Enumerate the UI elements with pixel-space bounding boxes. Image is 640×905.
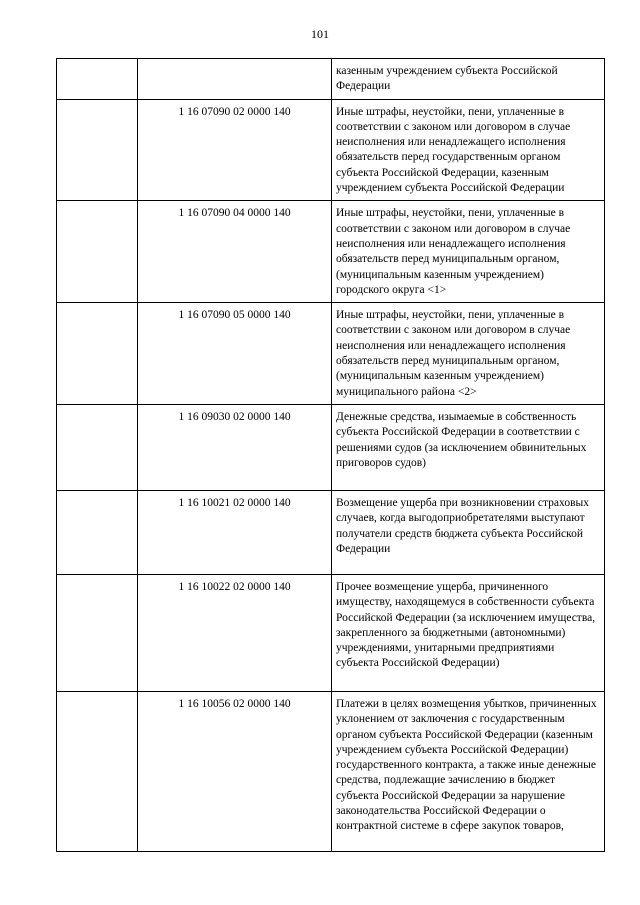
table-row <box>57 99 605 201</box>
description-cell: Возмещение ущерба при возникновении страховых случаев, когда выгодоприобретателями выступают получатели средств бюджета субъекта Российской Федерации <box>332 490 605 574</box>
kbk-code-cell: 1 16 07090 04 0000 140 <box>138 201 332 303</box>
empty-cell <box>57 490 138 574</box>
table-row <box>57 201 605 303</box>
kbk-code-cell: 1 16 10022 02 0000 140 <box>138 574 332 691</box>
table-row <box>57 691 605 851</box>
kbk-code-cell: 1 16 09030 02 0000 140 <box>138 404 332 490</box>
description-cell: Денежные средства, изымаемые в собственность субъекта Российской Федерации в соответствии с решениями судов (за исключением обвинительных приговоров судов) <box>332 404 605 490</box>
description-cell: Иные штрафы, неустойки, пени, уплаченные в соответствии с законом или договором в случае неисполнения или ненадлежащего исполнения обязательств перед муниципальным органом, (муниципальным казенным учреждением) городского округа <1> <box>332 201 605 303</box>
kbk-code-cell: 1 16 10021 02 0000 140 <box>138 490 332 574</box>
description-cell: казенным учреждением субъекта Российской Федерации <box>332 59 605 100</box>
empty-cell <box>57 99 138 201</box>
table-row <box>57 404 605 490</box>
kbk-code-cell: 1 16 10056 02 0000 140 <box>138 691 332 851</box>
empty-cell <box>57 59 138 100</box>
page-number: 101 <box>311 27 329 41</box>
empty-cell <box>57 691 138 851</box>
kbk-code-cell: 1 16 07090 05 0000 140 <box>138 303 332 405</box>
description-cell: Иные штрафы, неустойки, пени, уплаченные в соответствии с законом или договором в случае неисполнения или ненадлежащего исполнения обязательств перед муниципальным органом, (муниципальным казенным учреждением) муниципального района <2> <box>332 303 605 405</box>
description-cell: Иные штрафы, неустойки, пени, уплаченные в соответствии с законом или договором в случае неисполнения или ненадлежащего исполнения обязательств перед государственным органом субъекта Российской Федерации, казенным учреждением субъекта Российской Федерации <box>332 99 605 201</box>
budget-codes-table <box>56 58 605 852</box>
empty-cell <box>57 404 138 490</box>
description-cell: Прочее возмещение ущерба, причиненного имуществу, находящемуся в собственности субъекта Российской Федерации (за исключением имущества, закрепленного за бюджетными (автономными) учреждениями, унитарными предприятиями субъекта Российской Федерации) <box>332 574 605 691</box>
table-row <box>57 490 605 574</box>
empty-cell <box>57 574 138 691</box>
empty-cell <box>57 303 138 405</box>
description-cell: Платежи в целях возмещения убытков, причиненных уклонением от заключения с государственным органом субъекта Российской Федерации (казенным учреждением субъекта Российской Федерации) государственного контракта, а также иные денежные средства, подлежащие зачислению в бюджет субъекта Российской Федерации за нарушение законодательства Российской Федерации о контрактной системе в сфере закупок товаров, <box>332 691 605 851</box>
empty-cell <box>57 201 138 303</box>
kbk-code-cell <box>138 59 332 100</box>
table-row <box>57 303 605 405</box>
kbk-code-cell: 1 16 07090 02 0000 140 <box>138 99 332 201</box>
table-row <box>57 59 605 100</box>
table-row <box>57 574 605 691</box>
